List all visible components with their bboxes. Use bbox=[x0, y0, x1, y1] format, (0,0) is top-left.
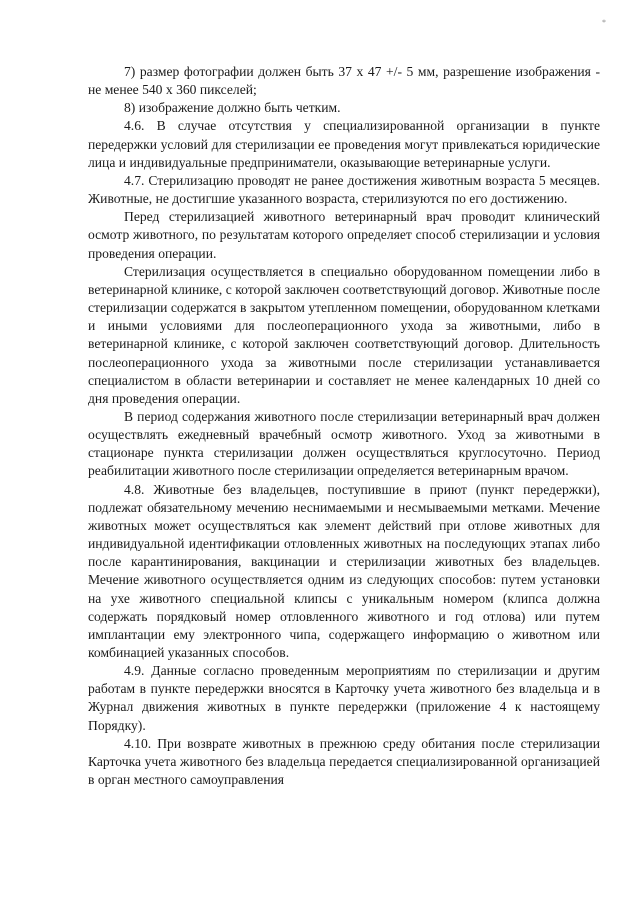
paragraph-4-8: 4.8. Животные без владельцев, поступившие в приют (пункт передержки), подлежат обязательному мечению неснимаемыми и несмываемыми метками. Мечение животных может осуществляться как элемент действий при отлове животных для индивидуальной идентификации отловленных животных на последующих этапах либо после карантинирования, вакцинации и стерилизации животных без владельцев. Мечение животного осуществляется одним из следующих способов: путем установки на ухе животного специальной клипсы с уникальным номером (клипса должна содержать порядковый номер отловленного животного и год отлова) или путем имплантации ему электронного чипа, содержащего информацию о животном или комбинацией указанных способов. bbox=[88, 481, 600, 660]
paragraph-4-9: 4.9. Данные согласно проведенным мероприятиям по стерилизации и другим работам в пункте передержки вносятся в Карточку учета животного без владельца и в Журнал движения животных в пункте передержки (приложение 4 к настоящему Порядку). bbox=[88, 663, 600, 733]
paragraph-8: 8) изображение должно быть четким. bbox=[124, 100, 341, 116]
paragraph-4-10: 4.10. При возврате животных в прежнюю среду обитания после стерилизации Карточка учета животного без владельца передается специализированной организацией в орган местного самоуправления bbox=[88, 735, 600, 788]
paragraph-post-care: В период содержания животного после стерилизации ветеринарный врач должен осуществлять ежедневный врачебный осмотр животного. Уход за животными в стационаре пункта стерилизации должен осуществляться круглосуточно. Период реабилитации животного после стерилизации определяется ветеринарным врачом. bbox=[88, 408, 600, 479]
paragraph-4-6: 4.6. В случае отсутствия у специализированной организации в пункте передержки условий для стерилизации ее проведения могут привлекаться юридические лица и индивидуальные предприниматели, оказывающие ветеринарные услуги. bbox=[88, 118, 600, 170]
paragraph-4-7: 4.7. Стерилизацию проводят не ранее достижения животным возраста 5 месяцев. Животные, не достигшие указанного возраста, стерилизуются по его достижению. bbox=[88, 172, 600, 207]
paragraph-sterilization: Стерилизация осуществляется в специально оборудованном помещении либо в ветеринарной клинике, с которой заключен соответствующий договор. Животные после стерилизации содержатся в закрытом утепленном помещении, оборудованном клетками и иными условиями для послеоперационного ухода за животными, либо в ветеринарной клинике, с которой заключен соответствующий договор. Длительность послеоперационного ухода за животными после стерилизации устанавливается специалистом в области ветеринарии и составляет не менее календарных 10 дней со дня проведения операции. bbox=[88, 263, 600, 406]
corner-mark: * bbox=[602, 18, 606, 27]
paragraph-pre-sterilization: Перед стерилизацией животного ветеринарный врач проводит клинический осмотр животного, по результатам которого определяет способ стерилизации и условия проведения операции. bbox=[88, 209, 600, 261]
document-body bbox=[88, 63, 600, 789]
paragraph-7: 7) размер фотографии должен быть 37 х 47 +/- 5 мм, разрешение изображения - не менее 540 х 360 пикселей; bbox=[88, 64, 600, 98]
